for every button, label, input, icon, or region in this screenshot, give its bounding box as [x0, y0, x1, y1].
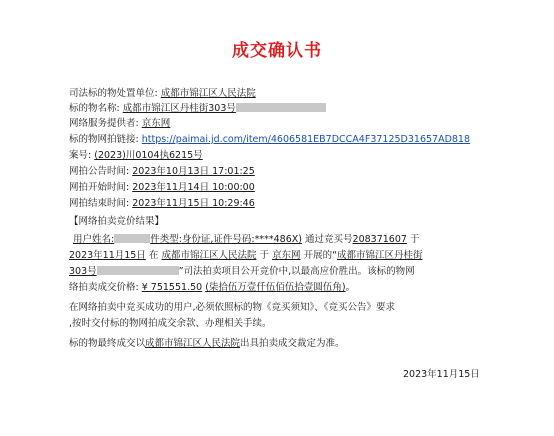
platform-row	[69, 118, 170, 130]
period: 。	[345, 282, 356, 293]
notice-line-1: 在网络拍卖中竞买成功的用户,必须依照标的物《竞买须知》、《竞买公告》要求	[69, 302, 396, 313]
platform-label: 网络服务提供者:	[69, 118, 139, 129]
case-value: (2023)川0104执6215号	[94, 150, 203, 161]
deal-platform: 京东网	[272, 250, 301, 261]
redaction-mask	[236, 103, 326, 112]
opened-text: 开展的“	[303, 250, 337, 261]
final-court: 成都市锦江区人民法院	[145, 338, 241, 349]
end-row	[69, 198, 255, 210]
object-value: 成都市锦江区丹桂街303号	[122, 103, 236, 114]
id-info: 件类型:身份证,证件号码:****486X)	[150, 234, 302, 245]
start-row	[69, 182, 255, 194]
price-value: ¥ 751551.50	[141, 282, 203, 293]
yu2-text: 于	[259, 250, 269, 261]
court-row	[69, 88, 256, 100]
link-label: 标的物网拍链接:	[69, 134, 139, 145]
notice-paragraph	[69, 300, 479, 332]
link-row	[69, 134, 470, 146]
deal-object: 成都市锦江区丹桂街	[337, 250, 423, 261]
zai-text: 在	[148, 250, 159, 261]
case-row	[69, 150, 203, 162]
end-value: 2023年11月15日 10:29:46	[132, 198, 255, 209]
user-label: 用户姓名:	[73, 234, 115, 245]
footer-date: 2023年11月15日	[403, 369, 480, 380]
court-label: 司法标的物处置单位:	[69, 88, 158, 99]
result-line-4	[69, 280, 479, 296]
item-link[interactable]: https://paimai.jd.com/item/4606581EB7DCCA4F37125D31657AD818	[141, 134, 471, 145]
end-label: 网拍结束时间:	[69, 198, 130, 209]
result-text: ”司法拍卖项目公开竞价中,以最高应价胜出。该标的物网	[178, 266, 415, 277]
platform-value: 京东网	[141, 118, 171, 129]
result-paragraph	[69, 232, 479, 296]
result-line-3	[69, 264, 479, 280]
price-words: (柒拾伍万壹仟伍佰伍拾壹圆伍角)	[205, 282, 346, 293]
announce-label: 网拍公告时间:	[69, 166, 130, 177]
bid-no-text: 通过竞买号	[305, 234, 353, 245]
result-line-1	[69, 232, 479, 248]
case-label: 案号:	[69, 150, 92, 161]
start-value: 2023年11月14日 10:00:00	[132, 182, 255, 193]
final-paragraph	[69, 336, 479, 352]
price-label: 络拍卖成交价格:	[69, 282, 139, 293]
redaction-mask	[97, 266, 179, 275]
deal-court: 成都市锦江区人民法院	[161, 250, 257, 261]
result-line-2	[69, 248, 479, 264]
deal-date: 2023年11月15日	[69, 250, 146, 261]
notice-line-2: ,按时交付标的物网拍成交余款、办理相关手续。	[69, 318, 272, 329]
document-title: 成交确认书	[232, 41, 322, 61]
deal-object-cont: 303号	[69, 266, 97, 277]
object-row	[69, 103, 326, 115]
announce-row	[69, 166, 255, 178]
start-label: 网拍开始时间:	[69, 182, 130, 193]
object-label: 标的物名称:	[69, 103, 120, 114]
yu-text: 于	[409, 234, 420, 245]
result-heading: 【网络拍卖竞价结果】	[69, 216, 165, 227]
bid-number: 208371607	[352, 234, 407, 245]
final-text-a: 标的物最终成交以	[69, 338, 146, 349]
final-text-b: 出具拍卖成交裁定为准。	[240, 338, 345, 349]
court-value: 成都市锦江区人民法院	[160, 88, 256, 99]
redaction-mask	[114, 234, 150, 243]
announce-value: 2023年10月13日 17:01:25	[132, 166, 255, 177]
